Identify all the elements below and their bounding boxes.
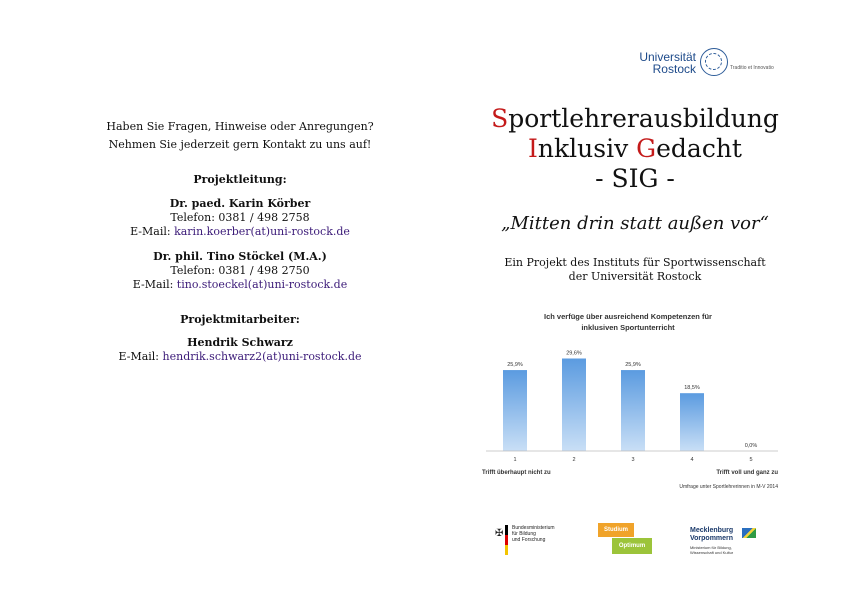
- lead2-name: Dr. phil. Tino Stöckel (M.A.): [153, 249, 327, 263]
- lead2-phone: Telefon: 0381 / 498 2750: [170, 263, 310, 277]
- bar-2: [562, 359, 586, 452]
- title-initial-g: G: [636, 134, 657, 163]
- chart-svg: [478, 303, 788, 498]
- mv-sub: [690, 545, 733, 555]
- university-name: [630, 51, 696, 75]
- question-line-1: Haben Sie Fragen, Hinweise oder Anregungen?: [106, 120, 374, 133]
- studium-optimum-logo: [598, 523, 654, 565]
- lead1-email-label: E-Mail:: [130, 225, 175, 239]
- staff1-email-label: E-Mail:: [118, 350, 163, 364]
- staff-heading: Projektmitarbeiter:: [180, 312, 300, 326]
- title-initial-i: I: [528, 134, 538, 163]
- title-line-3: - SIG -: [595, 164, 675, 193]
- optimum-bubble: Optimum: [612, 538, 652, 554]
- studium-bubble: Studium: [598, 523, 634, 537]
- data-label-3: 25,9%: [625, 362, 641, 369]
- x-label-left: Trifft überhaupt nicht zu: [482, 470, 551, 476]
- staff1-email-line: [40, 350, 440, 364]
- bmbf-line2: für Bildung: [512, 531, 536, 537]
- x-tick-2: 2: [572, 457, 576, 463]
- contact-section: [40, 118, 440, 365]
- data-label-5: 0,0%: [744, 443, 758, 449]
- mv-line1: Mecklenburg: [690, 527, 734, 534]
- mv-sub2: Wissenschaft und Kultur: [690, 550, 734, 555]
- x-label-right: Trifft voll und ganz zu: [716, 470, 778, 476]
- lead1-email-line: [40, 225, 440, 239]
- project-line-2: der Universität Rostock: [568, 270, 702, 283]
- bmbf-line3: und Forschung: [512, 537, 546, 543]
- lead-heading: Projektleitung:: [193, 173, 287, 187]
- survey-bar-chart: [478, 303, 788, 498]
- project-line-1: Ein Projekt des Instituts für Sportwissenschaft: [504, 256, 766, 269]
- lead2-email-line: [40, 278, 440, 292]
- x-tick-1: 1: [513, 457, 517, 463]
- lead1-name: Dr. paed. Karin Körber: [169, 196, 311, 210]
- x-tick-4: 4: [690, 457, 694, 463]
- mv-flag-icon: [742, 528, 756, 538]
- lead1-email-link[interactable]: karin.koerber(at)uni-rostock.de: [174, 225, 350, 239]
- staff1-name: Hendrik Schwarz: [187, 336, 293, 350]
- bmbf-line1: Bundesministerium: [512, 525, 555, 531]
- bmbf-text: [512, 525, 555, 543]
- university-seal-icon: [700, 48, 728, 76]
- university-logo: [630, 46, 780, 80]
- question-line-2: Nehmen Sie jederzeit gern Kontakt zu uns auf!: [108, 137, 372, 151]
- data-label-4: 18,5%: [684, 385, 700, 392]
- x-tick-5: 5: [749, 457, 753, 463]
- title-initial-s: S: [491, 104, 509, 133]
- mv-sub1: Ministerium für Bildung,: [690, 545, 732, 550]
- title-line-1: [470, 104, 800, 134]
- data-label-1: 25,9%: [507, 362, 523, 369]
- staff1-email-link[interactable]: hendrik.schwarz2(at)uni-rostock.de: [162, 350, 362, 364]
- chart-source-note: Umfrage unter Sportlehrerinnen in M-V 2014: [679, 484, 778, 490]
- title-line1-rest: portlehrerausbildung: [508, 104, 779, 133]
- eagle-icon: ✠: [495, 528, 504, 539]
- bar-4: [680, 393, 704, 451]
- chart-title-line-2: inklusiven Sportunterricht: [581, 323, 675, 332]
- mv-ministry-logo: [690, 525, 770, 565]
- x-tick-3: 3: [631, 457, 635, 463]
- brochure-title: [470, 104, 800, 194]
- lead2-email-link[interactable]: tino.stoeckel(at)uni-rostock.de: [176, 278, 348, 292]
- mv-name: [690, 527, 733, 543]
- university-name-line2: Rostock: [652, 62, 696, 76]
- bmbf-logo: [493, 522, 573, 562]
- bar-1: [503, 370, 527, 451]
- lead1-phone: Telefon: 0381 / 498 2758: [170, 211, 310, 225]
- mv-line2: Vorpommern: [690, 535, 734, 542]
- brochure-subtitle: „Mitten drin statt außen vor“: [501, 213, 769, 234]
- project-description: [470, 256, 800, 284]
- title-line-2: [470, 134, 800, 164]
- title-line2-rest1: nklusiv: [537, 134, 637, 163]
- university-name-line1: Universität: [639, 50, 696, 64]
- university-motto: Traditio et Innovatio: [730, 65, 774, 71]
- lead2-email-label: E-Mail:: [132, 278, 177, 292]
- bar-3: [621, 370, 645, 451]
- german-flag-icon: [505, 525, 508, 555]
- data-label-2: 29,6%: [566, 350, 582, 357]
- title-line2-rest2: edacht: [656, 134, 742, 163]
- chart-title-line-1: Ich verfüge über ausreichend Kompetenzen für: [544, 312, 712, 321]
